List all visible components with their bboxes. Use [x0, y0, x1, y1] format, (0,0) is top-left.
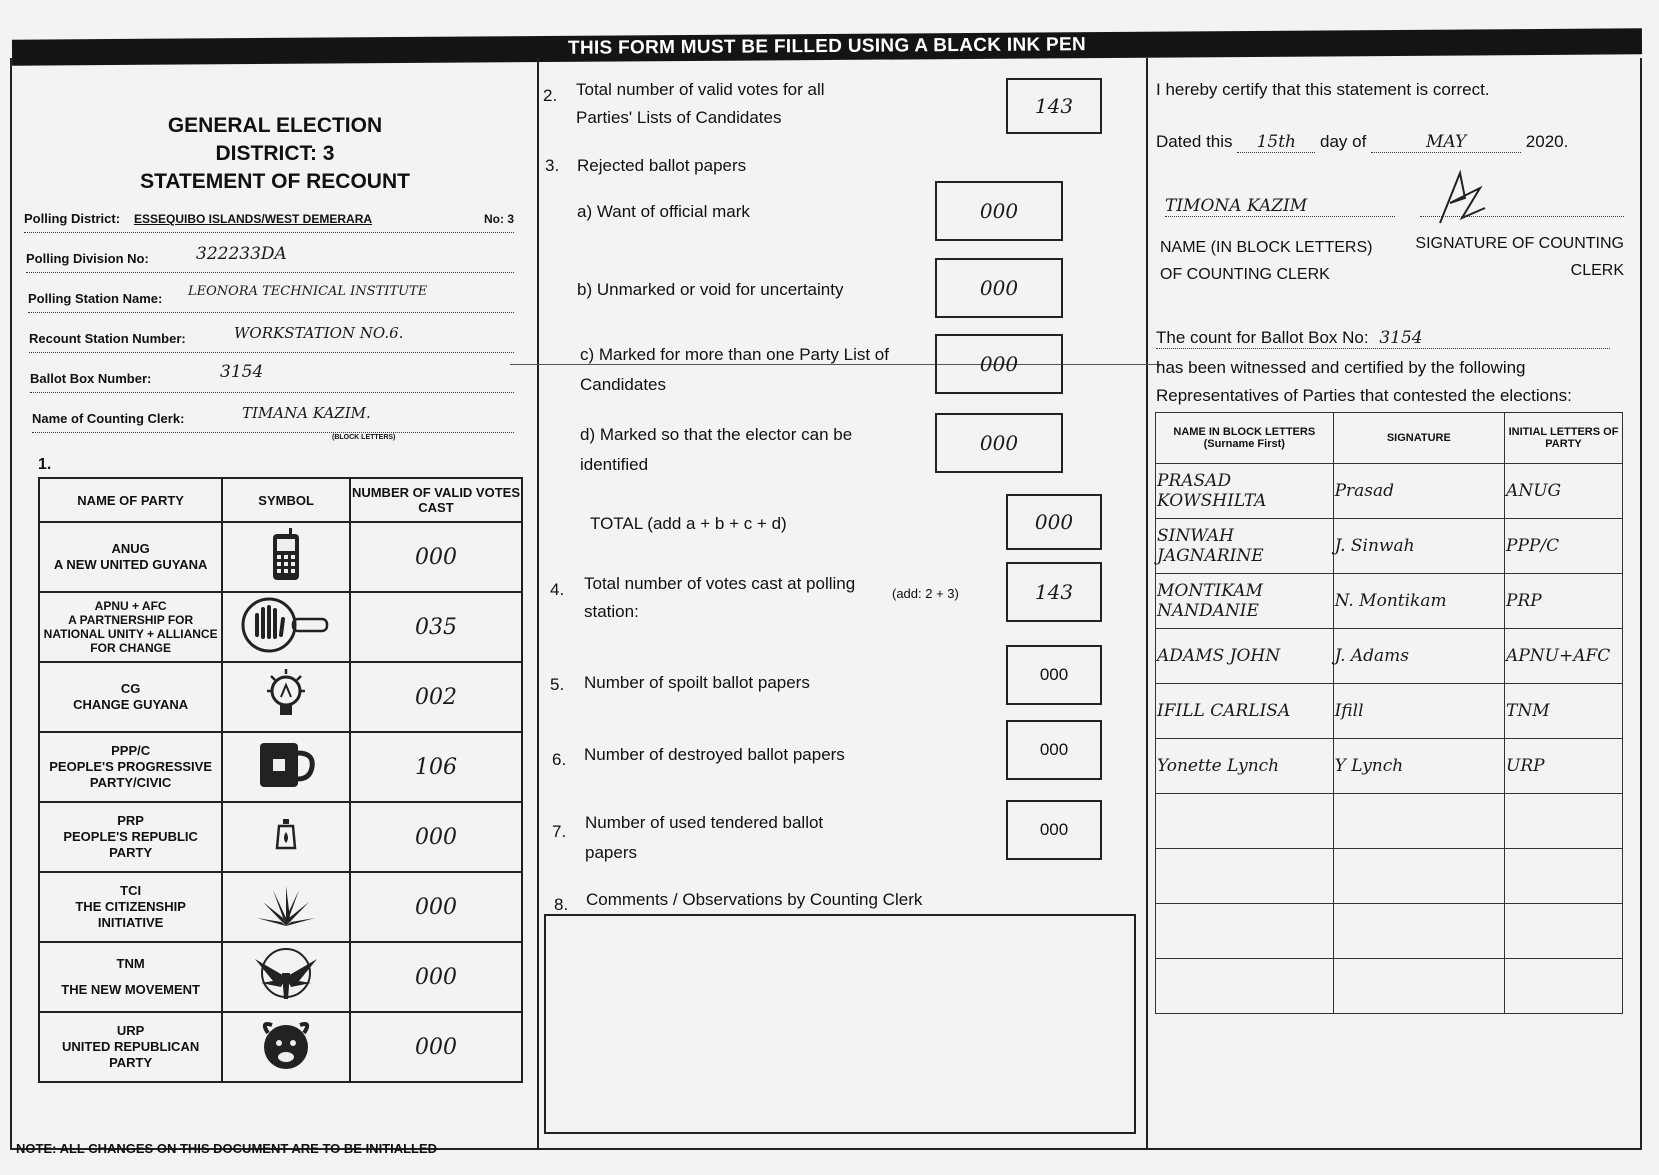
- party-symbol-cell: [222, 522, 350, 592]
- form-title: [110, 112, 440, 196]
- count-prefix: The count for Ballot Box No:: [1156, 328, 1369, 347]
- party-full-name: UNITED REPUBLICAN PARTY: [62, 1039, 200, 1070]
- comments-label: Comments / Observations by Counting Clerk: [586, 890, 923, 909]
- recount-station-label: Recount Station Number:: [29, 331, 190, 346]
- hand-key-icon: [241, 597, 331, 653]
- party-cell: [39, 872, 222, 942]
- party-votes[interactable]: 000: [350, 872, 522, 942]
- rep-signature[interactable]: J. Adams: [1333, 629, 1504, 684]
- polling-district-value[interactable]: ESSEQUIBO ISLANDS/WEST DEMERARA: [134, 212, 373, 226]
- cup-icon: [256, 739, 316, 791]
- rep-row: [1156, 739, 1623, 794]
- rep-name[interactable]: PRASAD KOWSHILTA: [1156, 464, 1334, 519]
- rep-party[interactable]: PPP/C: [1505, 519, 1623, 574]
- rep-signature[interactable]: N. Montikam: [1333, 574, 1504, 629]
- header-votes: NUMBER OF VALID VOTES CAST: [350, 478, 522, 522]
- counting-clerk-label: Name of Counting Clerk:: [32, 411, 188, 426]
- rejected-d-line-1: d) Marked so that the elector can be: [580, 425, 853, 444]
- valid-votes-box[interactable]: 143: [1006, 78, 1102, 134]
- rep-party[interactable]: URP: [1505, 739, 1623, 794]
- rejected-c-label: [580, 340, 889, 400]
- party-full-name: PEOPLE'S PROGRESSIVE PARTY/CIVIC: [49, 759, 212, 790]
- section-2-number: 2.: [543, 86, 558, 105]
- header-rep-name: NAME IN BLOCK LETTERS (Surname First): [1156, 413, 1334, 464]
- rejected-b-box[interactable]: 000: [935, 258, 1063, 318]
- party-symbol-cell: [222, 1012, 350, 1082]
- changes-note: [16, 1141, 437, 1156]
- rep-signature[interactable]: [1333, 959, 1504, 1014]
- column-divider: [537, 58, 539, 1148]
- party-full-name: CHANGE GUYANA: [73, 697, 189, 712]
- section-6-number: 6.: [552, 750, 567, 769]
- rep-row: [1156, 794, 1623, 849]
- clerk-sig-label-2: CLERK: [1570, 262, 1624, 279]
- ballot-box-label: Ballot Box Number:: [30, 371, 155, 386]
- rep-row: [1156, 849, 1623, 904]
- rejected-c-box[interactable]: 000: [935, 334, 1063, 394]
- section-5-number: 5.: [550, 675, 565, 694]
- rep-party[interactable]: PRP: [1505, 574, 1623, 629]
- party-cell: [39, 592, 222, 662]
- rep-party[interactable]: [1505, 794, 1623, 849]
- dated-row: [1156, 132, 1626, 156]
- header-symbol: SYMBOL: [222, 478, 350, 522]
- eagle-icon: [251, 947, 321, 1003]
- party-row: [39, 522, 522, 592]
- rejected-d-line-2: identified: [580, 455, 649, 474]
- dated-month[interactable]: MAY: [1371, 132, 1521, 153]
- party-votes[interactable]: 000: [350, 802, 522, 872]
- polling-division-value[interactable]: 322233DA: [196, 244, 287, 264]
- rep-signature[interactable]: J. Sinwah: [1333, 519, 1504, 574]
- party-full-name: A PARTNERSHIP FOR NATIONAL UNITY + ALLIANCE FOR CHANGE: [43, 613, 218, 655]
- party-abbr: CG: [120, 681, 141, 696]
- party-votes-table: [38, 477, 523, 1083]
- party-row: [39, 802, 522, 872]
- header-party-name: NAME OF PARTY: [39, 478, 222, 522]
- rep-signature[interactable]: [1333, 849, 1504, 904]
- spoilt-ballots-box[interactable]: 000: [1006, 645, 1102, 705]
- count-ballot-box-row: [1156, 328, 1610, 349]
- section-1-number: 1.: [38, 456, 52, 473]
- header-rep-signature: SIGNATURE: [1333, 413, 1504, 464]
- party-abbr: PRP: [117, 813, 144, 828]
- rejected-c-line-1: c) Marked for more than one Party List of: [580, 345, 889, 364]
- destroyed-ballots-label: Number of destroyed ballot papers: [584, 745, 845, 764]
- section-3-number: 3.: [545, 156, 560, 175]
- section-2-label: [576, 76, 825, 132]
- party-cell: [39, 1012, 222, 1082]
- section-2-line-2: Parties' Lists of Candidates: [576, 108, 782, 127]
- party-votes[interactable]: 002: [350, 662, 522, 732]
- form-banner: THIS FORM MUST BE FILLED USING A BLACK INK PEN: [12, 28, 1642, 65]
- party-votes[interactable]: 035: [350, 592, 522, 662]
- rep-row: [1156, 684, 1623, 739]
- rep-party[interactable]: [1505, 959, 1623, 1014]
- changes-note-text: NOTE: ALL CHANGES ON THIS DOCUMENT ARE TO BE INITIALLED: [16, 1141, 438, 1156]
- rejected-total-box[interactable]: 000: [1006, 494, 1102, 550]
- party-votes[interactable]: 000: [350, 522, 522, 592]
- party-cell: [39, 522, 222, 592]
- tendered-line-2: papers: [585, 843, 637, 862]
- rejected-a-label: a) Want of official mark: [577, 202, 750, 221]
- polling-district-no: No: 3: [484, 212, 514, 226]
- rep-name[interactable]: IFILL CARLISA: [1156, 684, 1334, 739]
- title-election: GENERAL ELECTION: [167, 114, 383, 137]
- party-full-name: A NEW UNITED GUYANA: [53, 557, 208, 572]
- party-symbol-cell: [222, 942, 350, 1012]
- rep-name[interactable]: [1156, 849, 1334, 904]
- dated-day[interactable]: 15th: [1237, 132, 1315, 153]
- party-full-name: THE NEW MOVEMENT: [61, 982, 200, 997]
- party-cell: [39, 662, 222, 732]
- tendered-line-1: Number of used tendered ballot: [585, 813, 824, 832]
- party-row: [39, 662, 522, 732]
- dated-year: 2020.: [1525, 132, 1569, 151]
- rep-row: [1156, 574, 1623, 629]
- rep-name[interactable]: SINWAH JAGNARINE: [1156, 519, 1334, 574]
- section-7-number: 7.: [552, 822, 567, 841]
- party-symbol-cell: [222, 872, 350, 942]
- party-full-name: THE CITIZENSHIP INITIATIVE: [75, 899, 186, 930]
- rep-signature[interactable]: Ifill: [1333, 684, 1504, 739]
- party-symbol-cell: [222, 592, 350, 662]
- recount-station-row: [29, 324, 514, 353]
- section-4-number: 4.: [550, 580, 565, 599]
- counting-clerk-value[interactable]: TIMANA KAZIM.: [242, 404, 371, 422]
- rep-signature[interactable]: [1333, 794, 1504, 849]
- party-symbol-cell: [222, 662, 350, 732]
- witness-text: [1156, 354, 1572, 410]
- lightbulb-icon: [263, 667, 309, 723]
- rep-party[interactable]: APNU+AFC: [1505, 629, 1623, 684]
- rep-party[interactable]: [1505, 849, 1623, 904]
- title-district: DISTRICT: 3: [215, 142, 335, 165]
- header-rep-party: INITIAL LETTERS OF PARTY: [1505, 413, 1623, 464]
- party-full-name: PEOPLE'S REPUBLIC PARTY: [63, 829, 198, 860]
- rep-name[interactable]: ADAMS JOHN: [1156, 629, 1334, 684]
- party-symbol-cell: [222, 802, 350, 872]
- counting-clerk-row: [32, 404, 514, 433]
- clerk-signature-line: [1420, 216, 1624, 217]
- lantern-icon: [275, 818, 297, 852]
- clerk-name-block[interactable]: TIMONA KAZIM: [1165, 196, 1395, 217]
- party-cell: [39, 942, 222, 1012]
- party-abbr: ANUG: [111, 541, 150, 556]
- rejected-d-label: [580, 420, 852, 480]
- ballot-box-value[interactable]: 3154: [220, 362, 264, 382]
- party-row: [39, 872, 522, 942]
- party-cell: [39, 732, 222, 802]
- dated-mid: day of: [1320, 132, 1367, 151]
- party-abbr: TNM: [116, 956, 145, 971]
- certify-text: I hereby certify that this statement is correct.: [1156, 80, 1490, 99]
- destroyed-ballots-box[interactable]: 000: [1006, 720, 1102, 780]
- rep-name[interactable]: [1156, 959, 1334, 1014]
- party-row: [39, 942, 522, 1012]
- party-cell: [39, 802, 222, 872]
- party-votes[interactable]: 000: [350, 942, 522, 1012]
- party-votes[interactable]: 106: [350, 732, 522, 802]
- polling-district-row: [24, 210, 514, 233]
- rep-name[interactable]: Yonette Lynch: [1156, 739, 1334, 794]
- polling-district-label: Polling District:: [24, 211, 124, 226]
- dated-prefix: Dated this: [1156, 132, 1233, 151]
- station-name-row: [28, 284, 514, 313]
- rep-name[interactable]: [1156, 794, 1334, 849]
- section-4-label: [584, 570, 855, 626]
- section-2-line-1: Total number of valid votes for all: [576, 80, 825, 99]
- party-abbr: URP: [116, 1023, 145, 1038]
- party-votes[interactable]: 000: [350, 1012, 522, 1082]
- rejected-b-label: b) Unmarked or void for uncertainty: [577, 280, 844, 299]
- tendered-ballots-box[interactable]: 000: [1006, 800, 1102, 860]
- rep-party[interactable]: ANUG: [1505, 464, 1623, 519]
- rep-name[interactable]: [1156, 904, 1334, 959]
- rep-row: [1156, 959, 1623, 1014]
- count-ballot-box-value[interactable]: 3154: [1379, 328, 1423, 348]
- party-row: [39, 732, 522, 802]
- section-4-line-1: Total number of votes cast at polling: [584, 574, 856, 593]
- party-row: [39, 1012, 522, 1082]
- rep-row: [1156, 464, 1623, 519]
- rep-row: [1156, 519, 1623, 574]
- rejected-ballots-label: Rejected ballot papers: [577, 156, 747, 175]
- party-abbr: APNU + AFC: [94, 599, 167, 613]
- polling-division-row: [26, 244, 514, 273]
- column-divider: [1146, 58, 1148, 1148]
- plant-icon: [253, 882, 319, 928]
- representatives-table: [1155, 412, 1623, 1014]
- cellphone-icon: [271, 528, 301, 582]
- rejected-total-label: TOTAL (add a + b + c + d): [590, 514, 787, 533]
- party-abbr: TCI: [120, 883, 142, 898]
- bull-icon: [258, 1017, 314, 1073]
- section-4-line-2: station:: [584, 602, 639, 621]
- station-name-value[interactable]: LEONORA TECHNICAL INSTITUTE: [188, 284, 428, 299]
- rep-signature[interactable]: Prasad: [1333, 464, 1504, 519]
- party-row: [39, 592, 522, 662]
- clerk-name-label-1: NAME (IN BLOCK LETTERS): [1160, 239, 1373, 256]
- party-symbol-cell: [222, 732, 350, 802]
- clerk-sig-label-1: SIGNATURE OF COUNTING: [1415, 235, 1624, 252]
- comments-textarea[interactable]: [544, 914, 1136, 1134]
- clerk-signature-label: [1410, 230, 1624, 284]
- section-8-number: 8.: [554, 895, 569, 914]
- spoilt-ballots-label: Number of spoilt ballot papers: [584, 673, 810, 692]
- witness-line-2: Representatives of Parties that contested the elections:: [1156, 386, 1572, 405]
- ballot-box-row: [30, 362, 514, 393]
- polling-division-label: Polling Division No:: [26, 251, 153, 266]
- rep-party[interactable]: [1505, 904, 1623, 959]
- rep-party[interactable]: TNM: [1505, 684, 1623, 739]
- clerk-signature[interactable]: [1420, 168, 1500, 228]
- party-abbr: PPP/C: [111, 743, 151, 758]
- section-4-add-note: (add: 2 + 3): [892, 586, 959, 601]
- tendered-ballots-label: [585, 808, 823, 868]
- rejected-c-line-2: Candidates: [580, 375, 667, 394]
- station-name-label: Polling Station Name:: [28, 291, 166, 306]
- total-votes-box[interactable]: 143: [1006, 562, 1102, 622]
- rep-signature[interactable]: [1333, 904, 1504, 959]
- recount-station-value[interactable]: WORKSTATION NO.6.: [234, 324, 404, 342]
- clerk-name-label-2: OF COUNTING CLERK: [1160, 266, 1330, 283]
- rep-row: [1156, 904, 1623, 959]
- rep-row: [1156, 629, 1623, 684]
- block-letters-note: (BLOCK LETTERS): [332, 434, 396, 441]
- rep-signature[interactable]: Y Lynch: [1333, 739, 1504, 794]
- witness-line-1: has been witnessed and certified by the following: [1156, 358, 1526, 377]
- title-statement: STATEMENT OF RECOUNT: [140, 170, 410, 193]
- clerk-name-label: [1160, 234, 1372, 288]
- rep-name[interactable]: MONTIKAM NANDANIE: [1156, 574, 1334, 629]
- rejected-a-box[interactable]: 000: [935, 181, 1063, 241]
- rejected-d-box[interactable]: 000: [935, 413, 1063, 473]
